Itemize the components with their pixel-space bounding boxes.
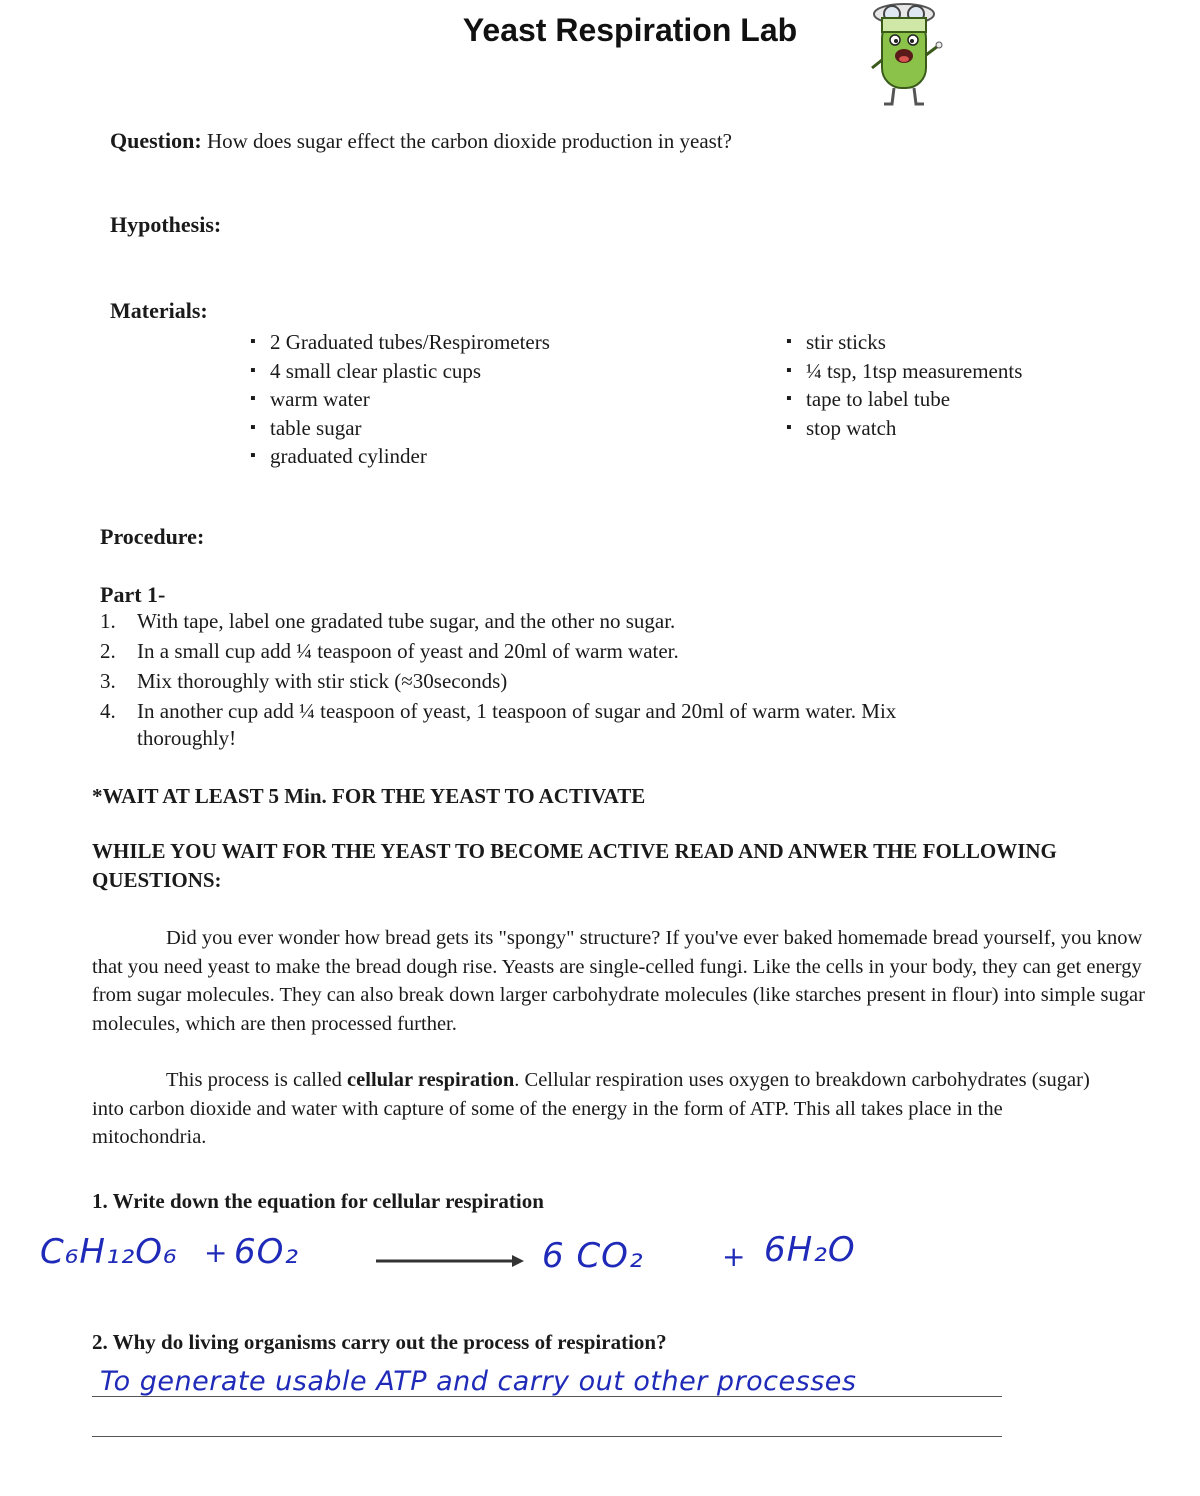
equation-product-water: 6H₂O bbox=[764, 1230, 856, 1270]
question-label: Question: bbox=[110, 128, 202, 153]
material-item: ▪ graduated cylinder bbox=[250, 442, 550, 471]
page-title: Yeast Respiration Lab bbox=[462, 12, 798, 48]
answer-line bbox=[92, 1436, 1002, 1437]
reaction-arrow-icon bbox=[374, 1252, 526, 1270]
procedure-steps bbox=[100, 608, 930, 755]
materials-list-right bbox=[786, 328, 1022, 442]
material-item: ▪ stir sticks bbox=[786, 328, 1022, 357]
question-line bbox=[110, 128, 732, 154]
question-2: 2. Why do living organisms carry out the process of respiration? bbox=[92, 1330, 667, 1354]
question-text: How does sugar effect the carbon dioxide production in yeast? bbox=[206, 129, 732, 153]
hypothesis-label: Hypothesis: bbox=[110, 212, 222, 237]
material-item: ▪ 4 small clear plastic cups bbox=[250, 357, 550, 386]
procedure-step: 3. Mix thoroughly with stir stick (≈30seconds) bbox=[100, 669, 508, 693]
procedure-label: Procedure: bbox=[100, 524, 205, 549]
material-item: ▪ stop watch bbox=[786, 414, 1022, 443]
material-item: ▪ table sugar bbox=[250, 414, 550, 443]
question-1: 1. Write down the equation for cellular respiration bbox=[92, 1189, 544, 1213]
while-wait-instructions: WHILE YOU WAIT FOR THE YEAST TO BECOME ACTIVE READ AND ANWER THE FOLLOWING QUESTIONS: bbox=[92, 839, 1057, 892]
procedure-step: 1. With tape, label one gradated tube sugar, and the other no sugar. bbox=[100, 609, 676, 633]
equation-reactant-glucose: C₆H₁₂O₆ bbox=[40, 1232, 178, 1272]
equation-reactant-oxygen: 6O₂ bbox=[234, 1232, 300, 1272]
material-item: ▪ tape to label tube bbox=[786, 385, 1022, 414]
equation-product-co2: 6 CO₂ bbox=[542, 1236, 644, 1276]
test-tube-mascot-icon bbox=[862, 0, 946, 108]
procedure-step: 4. In another cup add ¼ teaspoon of yeast, 1 teaspoon of sugar and 20ml of warm water. Mix thoroughly! bbox=[100, 699, 897, 750]
reading-paragraph-2: This process is called cellular respiration. Cellular respiration uses oxygen to breakdown carbohydrates (sugar) into carbon dioxide and water with capture of some of the energy in the form of ATP. This all takes place in the mitochondria. bbox=[92, 1069, 1090, 1148]
procedure-step: 2. In a small cup add ¼ teaspoon of yeast and 20ml of warm water. bbox=[100, 639, 679, 663]
answer-line bbox=[92, 1396, 1002, 1397]
key-term: cellular respiration bbox=[347, 1069, 515, 1091]
wait-notice: *WAIT AT LEAST 5 Min. FOR THE YEAST TO ACTIVATE bbox=[92, 784, 646, 808]
materials-list-left bbox=[250, 328, 550, 471]
material-item: ▪ ¼ tsp, 1tsp measurements bbox=[786, 357, 1022, 386]
material-item: ▪ 2 Graduated tubes/Respirometers bbox=[250, 328, 550, 357]
equation-plus: + bbox=[204, 1236, 229, 1269]
reading-paragraph-1: Did you ever wonder how bread gets its "spongy" structure? If you've ever baked homemade bread yourself, you know that you need yeast to make the bread dough rise. Yeasts are single-celled fungi. Like the cells in your body, they can get energy from sugar molecules. They can also break down larger carbohydrate molecules (like starches present in flour) into simple sugar molecules, which are then processed further. bbox=[92, 927, 1145, 1035]
equation-plus: + bbox=[722, 1240, 747, 1273]
material-item: ▪ warm water bbox=[250, 385, 550, 414]
materials-label: Materials: bbox=[110, 298, 208, 323]
part-1-label: Part 1- bbox=[100, 582, 166, 607]
question-2-answer: To generate usable ATP and carry out other processes bbox=[100, 1366, 857, 1397]
